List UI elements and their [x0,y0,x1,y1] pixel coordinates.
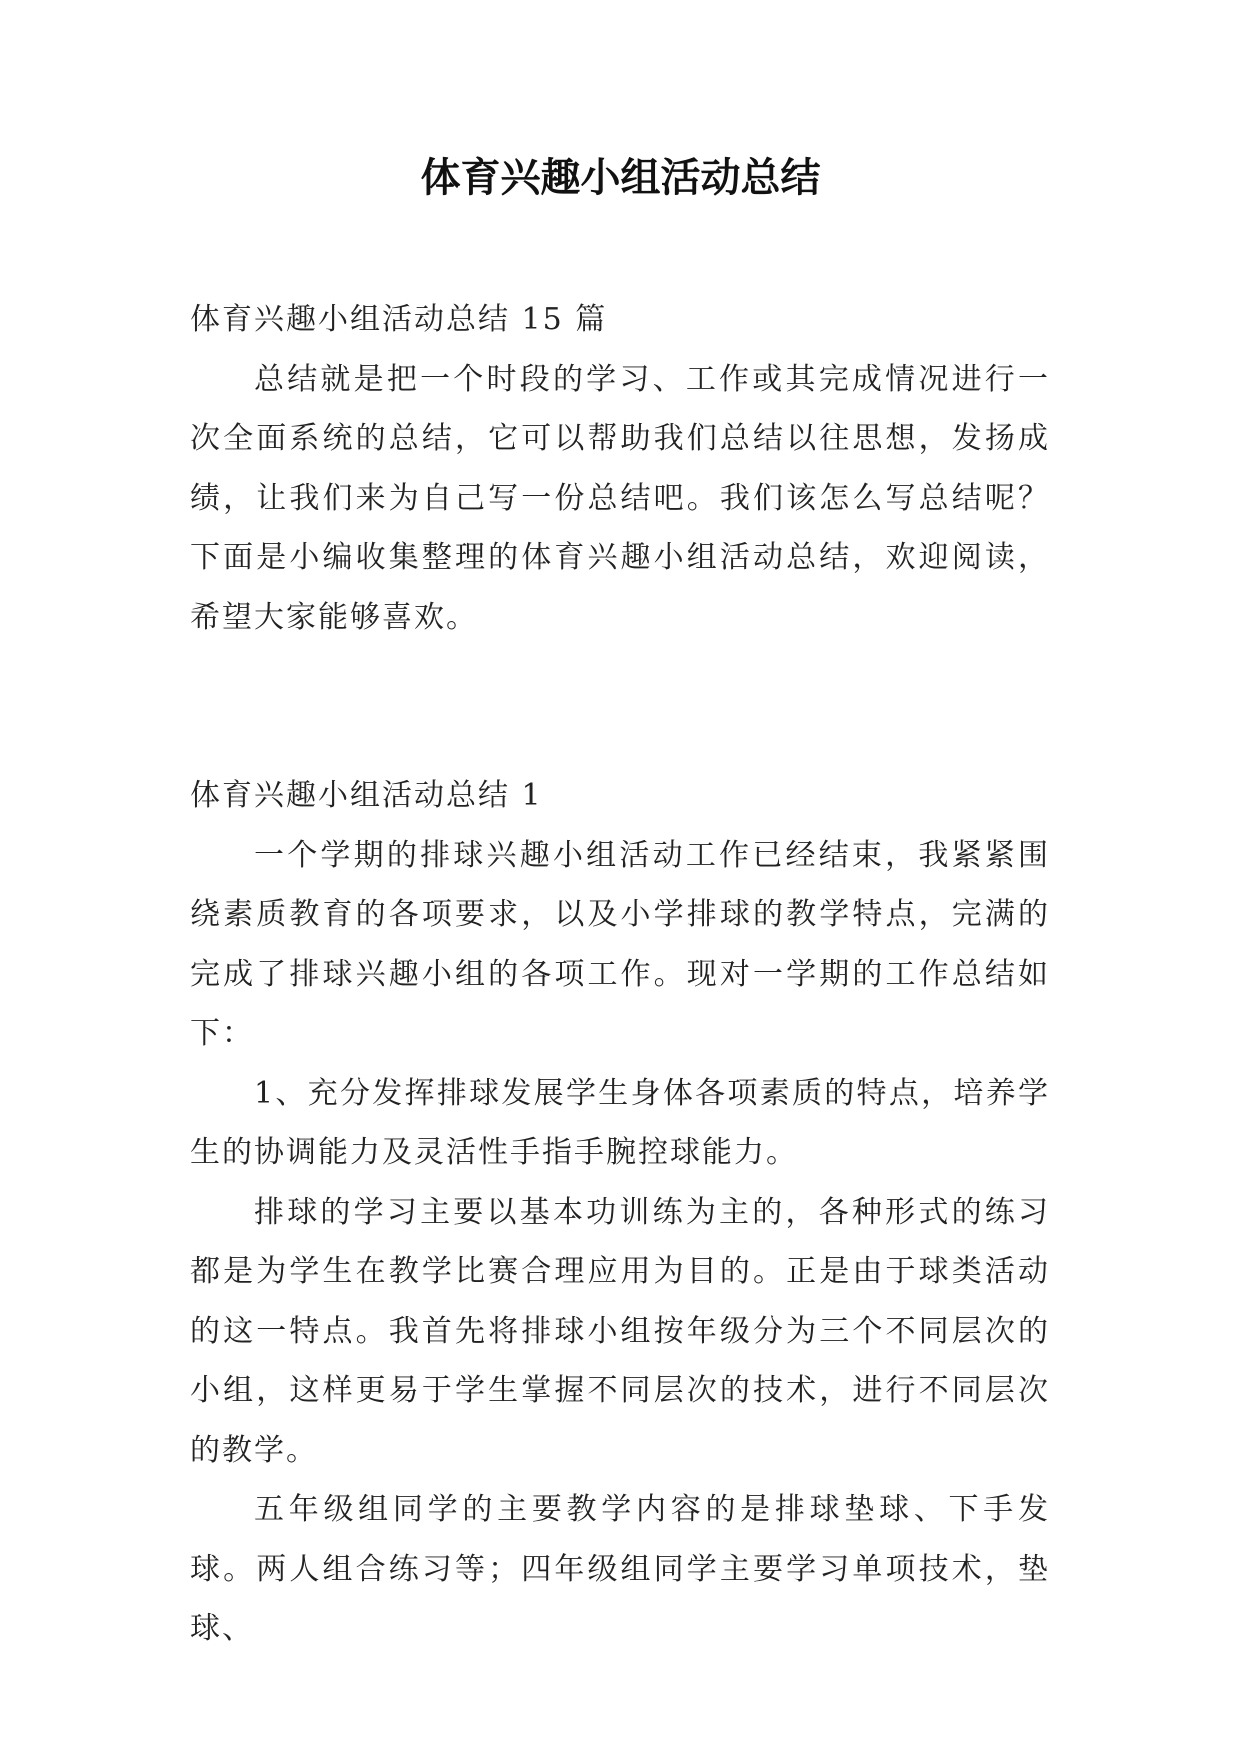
section-heading: 体育兴趣小组活动总结 1 [190,778,543,813]
intro-heading: 体育兴趣小组活动总结 15 篇 [190,302,608,337]
section-spacer [190,647,1050,766]
document-title: 体育兴趣小组活动总结 [420,155,821,201]
body-paragraph: 1、充分发挥排球发展学生身体各项素质的特点，培养学生的协调能力及灵活性手指手腕控球能力。 [190,1075,1050,1170]
body-paragraph: 五年级组同学的主要教学内容的是排球垫球、下手发球。两人组合练习等；四年级组同学主要学习单项技术，垫球、 [190,1492,1050,1646]
body-paragraph: 排球的学习主要以基本功训练为主的，各种形式的练习都是为学生在教学比赛合理应用为目的。正是由于球类活动的这一特点。我首先将排球小组按年级分为三个不同层次的小组，这样更易于学生掌握不同层次的技术，进行不同层次的教学。 [190,1194,1050,1468]
intro-paragraph: 总结就是把一个时段的学习、工作或其完成情况进行一次全面系统的总结，它可以帮助我们总结以往思想，发扬成绩，让我们来为自己写一份总结吧。我们该怎么写总结呢？下面是小编收集整理的体育兴趣小组活动总结，欢迎阅读，希望大家能够喜欢。 [190,361,1050,635]
body-paragraph: 一个学期的排球兴趣小组活动工作已经结束，我紧紧围绕素质教育的各项要求，以及小学排球的教学特点，完满的完成了排球兴趣小组的各项工作。现对一学期的工作总结如下： [190,837,1050,1051]
document-body [190,290,1050,1659]
